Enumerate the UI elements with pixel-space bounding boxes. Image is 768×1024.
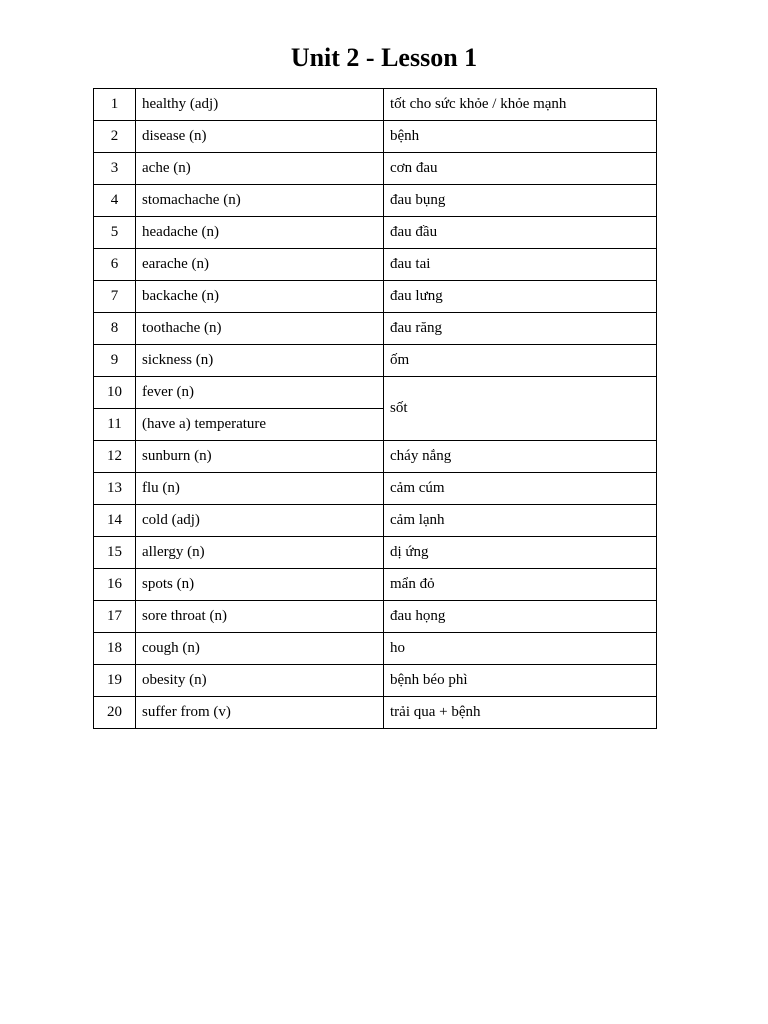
vocab-word: toothache (n) bbox=[136, 313, 384, 345]
vocab-word: (have a) temperature bbox=[136, 409, 384, 441]
vocab-meaning: đau răng bbox=[384, 313, 657, 345]
table-row bbox=[94, 601, 657, 633]
table-row bbox=[94, 665, 657, 697]
vocab-word: spots (n) bbox=[136, 569, 384, 601]
row-number: 11 bbox=[94, 409, 136, 441]
row-number: 15 bbox=[94, 537, 136, 569]
table-row bbox=[94, 185, 657, 217]
vocab-meaning: dị ứng bbox=[384, 537, 657, 569]
vocab-meaning: đau bụng bbox=[384, 185, 657, 217]
vocab-meaning: đau đầu bbox=[384, 217, 657, 249]
vocab-word: cough (n) bbox=[136, 633, 384, 665]
vocab-meaning: bệnh bbox=[384, 121, 657, 153]
row-number: 3 bbox=[94, 153, 136, 185]
row-number: 10 bbox=[94, 377, 136, 409]
table-row bbox=[94, 345, 657, 377]
table-row bbox=[94, 505, 657, 537]
row-number: 16 bbox=[94, 569, 136, 601]
table-row bbox=[94, 249, 657, 281]
vocab-meaning: cháy nắng bbox=[384, 441, 657, 473]
vocab-meaning: bệnh béo phì bbox=[384, 665, 657, 697]
vocab-meaning: tốt cho sức khỏe / khỏe mạnh bbox=[384, 89, 657, 121]
vocab-meaning: đau tai bbox=[384, 249, 657, 281]
vocab-meaning-merged: sốt bbox=[384, 377, 657, 441]
table-row bbox=[94, 473, 657, 505]
row-number: 17 bbox=[94, 601, 136, 633]
table-row bbox=[94, 441, 657, 473]
vocab-word: backache (n) bbox=[136, 281, 384, 313]
table-row bbox=[94, 377, 657, 409]
vocab-word: allergy (n) bbox=[136, 537, 384, 569]
table-row bbox=[94, 281, 657, 313]
vocab-meaning: đau họng bbox=[384, 601, 657, 633]
row-number: 9 bbox=[94, 345, 136, 377]
vocab-word: earache (n) bbox=[136, 249, 384, 281]
table-row bbox=[94, 633, 657, 665]
row-number: 2 bbox=[94, 121, 136, 153]
vocab-word: headache (n) bbox=[136, 217, 384, 249]
vocab-word: cold (adj) bbox=[136, 505, 384, 537]
row-number: 8 bbox=[94, 313, 136, 345]
vocabulary-table bbox=[93, 88, 657, 729]
vocab-meaning: cảm lạnh bbox=[384, 505, 657, 537]
vocab-word: disease (n) bbox=[136, 121, 384, 153]
table-row bbox=[94, 697, 657, 729]
row-number: 4 bbox=[94, 185, 136, 217]
vocab-meaning: ho bbox=[384, 633, 657, 665]
vocab-word: suffer from (v) bbox=[136, 697, 384, 729]
row-number: 1 bbox=[94, 89, 136, 121]
row-number: 5 bbox=[94, 217, 136, 249]
table-row bbox=[94, 313, 657, 345]
row-number: 19 bbox=[94, 665, 136, 697]
table-row bbox=[94, 153, 657, 185]
vocab-word: healthy (adj) bbox=[136, 89, 384, 121]
row-number: 14 bbox=[94, 505, 136, 537]
row-number: 12 bbox=[94, 441, 136, 473]
table-row bbox=[94, 89, 657, 121]
vocab-word: sunburn (n) bbox=[136, 441, 384, 473]
vocab-word: ache (n) bbox=[136, 153, 384, 185]
vocab-meaning: trải qua + bệnh bbox=[384, 697, 657, 729]
vocab-word: stomachache (n) bbox=[136, 185, 384, 217]
vocab-word: fever (n) bbox=[136, 377, 384, 409]
table-row bbox=[94, 569, 657, 601]
vocab-meaning: ốm bbox=[384, 345, 657, 377]
vocab-word: obesity (n) bbox=[136, 665, 384, 697]
vocab-word: sore throat (n) bbox=[136, 601, 384, 633]
row-number: 20 bbox=[94, 697, 136, 729]
vocab-meaning: mẩn đỏ bbox=[384, 569, 657, 601]
table-row bbox=[94, 121, 657, 153]
vocab-word: sickness (n) bbox=[136, 345, 384, 377]
row-number: 18 bbox=[94, 633, 136, 665]
vocab-meaning: đau lưng bbox=[384, 281, 657, 313]
row-number: 6 bbox=[94, 249, 136, 281]
vocab-word: flu (n) bbox=[136, 473, 384, 505]
row-number: 7 bbox=[94, 281, 136, 313]
row-number: 13 bbox=[94, 473, 136, 505]
page-title: Unit 2 - Lesson 1 bbox=[290, 43, 478, 72]
table-row bbox=[94, 217, 657, 249]
vocab-meaning: cơn đau bbox=[384, 153, 657, 185]
table-row bbox=[94, 537, 657, 569]
vocab-meaning: cảm cúm bbox=[384, 473, 657, 505]
